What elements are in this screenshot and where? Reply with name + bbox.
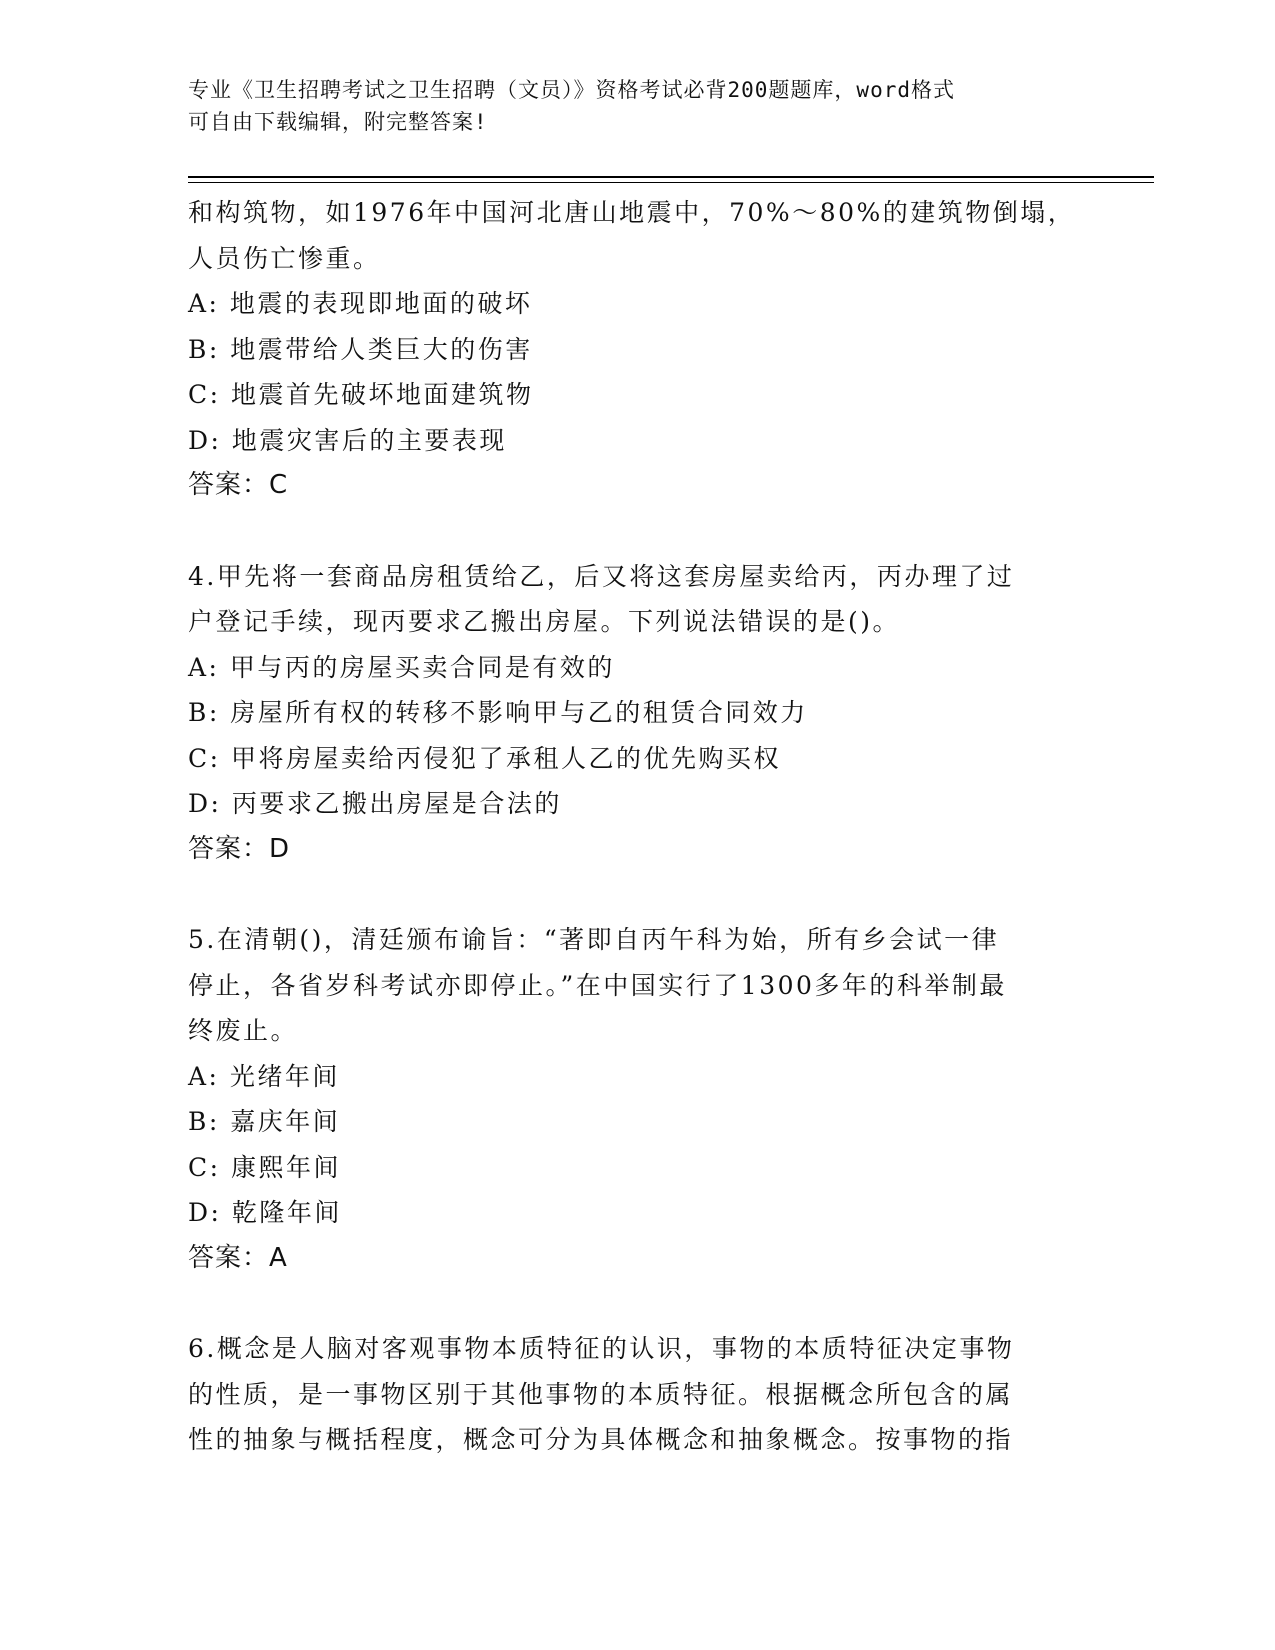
question-3	[188, 190, 1088, 509]
option-d: D: 地震灾害后的主要表现	[188, 425, 507, 455]
question-stem-line: 6.概念是人脑对客观事物本质特征的认识，事物的本质特征决定事物	[188, 1334, 1015, 1363]
header-line-2: 可自由下载编辑，附完整答案!	[188, 110, 488, 134]
option-d: D: 丙要求乙搬出房屋是合法的	[188, 789, 562, 818]
question-stem-line: 的性质，是一事物区别于其他事物的本质特征。根据概念所包含的属	[188, 1379, 1014, 1409]
option-a: A: 地震的表现即地面的破坏	[188, 289, 533, 318]
header-rule-thin	[188, 182, 1154, 183]
option-c: C: 康熙年间	[188, 1152, 341, 1182]
document-header	[188, 74, 1068, 138]
question-4	[188, 554, 1088, 873]
question-stem-line: 和构筑物，如1976年中国河北唐山地震中，70%～80%的建筑物倒塌，	[188, 198, 1076, 227]
question-6	[188, 1326, 1088, 1463]
option-b: B: 嘉庆年间	[188, 1107, 341, 1136]
option-a: A: 光绪年间	[188, 1061, 340, 1091]
option-a: A: 甲与丙的房屋买卖合同是有效的	[188, 652, 615, 682]
question-stem-line: 户登记手续，现丙要求乙搬出房屋。下列说法错误的是()。	[188, 607, 901, 636]
question-stem-line: 性的抽象与概括程度，概念可分为具体概念和抽象概念。按事物的指	[188, 1425, 1014, 1454]
option-b: B: 房屋所有权的转移不影响甲与乙的租赁合同效力	[188, 698, 808, 727]
answer-line: 答案：C	[188, 470, 289, 500]
question-5	[188, 917, 1088, 1281]
answer-line: 答案：D	[188, 833, 291, 864]
header-rule-thick	[188, 176, 1154, 178]
question-stem-line: 4.甲先将一套商品房租赁给乙，后又将这套房屋卖给丙，丙办理了过	[188, 561, 1015, 591]
question-stem-line: 停止，各省岁科考试亦即停止。”在中国实行了1300多年的科举制最	[188, 970, 1007, 1000]
question-stem-line: 终废止。	[188, 1016, 299, 1045]
option-c: C: 地震首先破坏地面建筑物	[188, 380, 534, 409]
option-c: C: 甲将房屋卖给丙侵犯了承租人乙的优先购买权	[188, 743, 781, 773]
question-stem-line: 5.在清朝()，清廷颁布谕旨：“著即自丙午科为始，所有乡会试一律	[188, 925, 1000, 954]
question-stem-line: 人员伤亡惨重。	[188, 243, 381, 273]
header-line-1: 专业《卫生招聘考试之卫生招聘（文员）》资格考试必背200题题库，word格式	[188, 78, 955, 102]
option-d: D: 乾隆年间	[188, 1198, 342, 1227]
option-b: B: 地震带给人类巨大的伤害	[188, 334, 533, 364]
answer-line: 答案：A	[188, 1242, 288, 1273]
document-body	[188, 190, 1088, 1463]
